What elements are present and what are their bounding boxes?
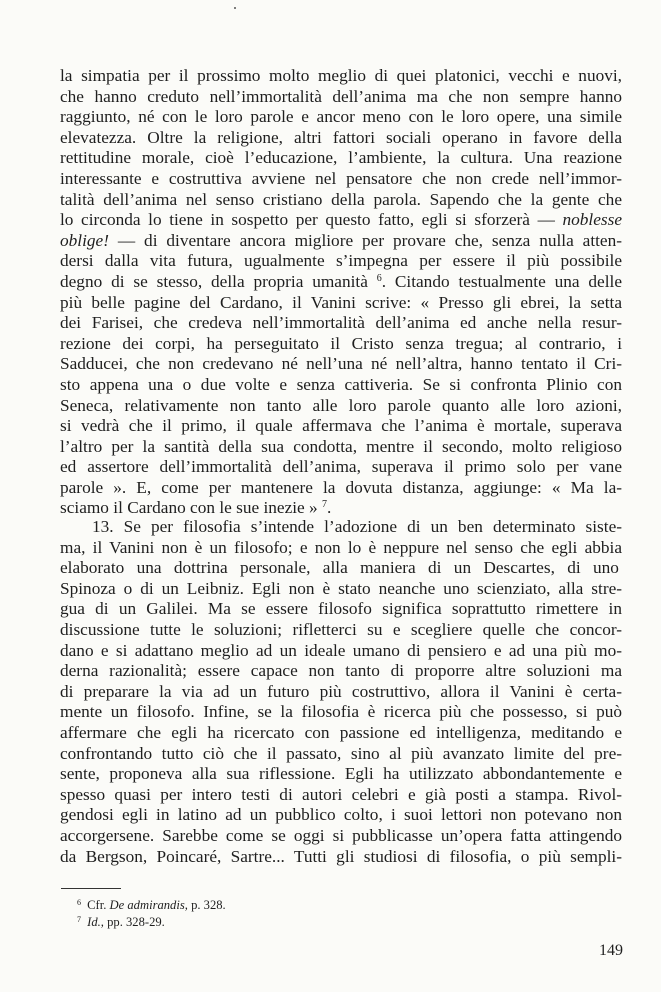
paragraph-2 — [60, 517, 622, 867]
text-line: spesso quasi per intero testi di autori celebri e già posti a stampa. Rivol- — [60, 784, 622, 804]
text-line: Spinoza o di un Leibniz. Egli non è stato neanche uno scienziato, alla stre- — [60, 578, 622, 598]
text-line: degno di se stesso, della propria umanità $^6$. Citando testualmente una delle — [60, 271, 622, 291]
text-line: che hanno creduto nell’immortalità dell’anima ma che non sempre hanno — [60, 86, 622, 106]
text-line: lo circonda lo tiene in sospetto per questo fatto, egli si sforzerà — noblesse — [60, 210, 622, 230]
text-line: dei Farisei, che credeva nell’immortalità dell’anima ed anche nella resur- — [60, 313, 622, 333]
text-line: la simpatia per il prossimo molto meglio di quei platonici, vecchi e nuovi, — [60, 66, 622, 85]
text-line: affermare che egli ha ricercato con passione ed intelligenza, meditando e — [60, 722, 622, 742]
text-line: mente un filosofo. Infine, se la filosofia è ricerca più che possesso, si può — [60, 702, 622, 722]
text-line: rezione dei corpi, ha perseguitato il Cristo senza tregua; al contrario, i — [60, 333, 622, 353]
footnote-7: $^7$ Id., pp. 328-29. — [77, 915, 165, 929]
text-line: dano e si adattano meglio ad un ideale umano di pensiero e ad una più mo- — [60, 640, 622, 660]
text-line: interessante e costruttiva avviene nel pensatore che non crede nell’immor- — [60, 168, 622, 188]
text-line: oblige! — di diventare ancora migliore per provare che, senza nulla atten- — [60, 230, 622, 250]
text-line: talità dell’anima nel senso cristiano della parola. Sapendo che la gente che — [60, 189, 622, 209]
footnote-6: $^6$ Cfr. De admirandis, p. 328. — [77, 898, 226, 912]
paragraph-1 — [60, 66, 622, 519]
text-line: Seneca, relativamente non tanto alle loro parole quanto alle loro azioni, — [60, 395, 622, 415]
footnote-divider — [61, 888, 121, 889]
text-line: parole ». E, come per mantenere la dovuta distanza, aggiunge: « Ma la- — [60, 477, 622, 497]
text-line: di preparare la via ad un futuro più costruttivo, allora il Vanini è certa- — [60, 681, 622, 701]
text-line: da Bergson, Poincaré, Sartre... Tutti gli studiosi di filosofia, o più sempli- — [60, 846, 622, 866]
text-line: ma, il Vanini non è un filosofo; e non lo è neppure nel senso che egli abbia — [60, 537, 622, 557]
text-line: dersi dalla vita futura, ugualmente s’impegna per essere il più possibile — [60, 251, 622, 271]
text-line: derna razionalità; essere capace non tanto di proporre altre soluzioni ma — [60, 661, 622, 681]
text-line: raggiunto, né con le loro parole e ancor meno con le loro opere, una simile — [60, 107, 622, 127]
text-line: sto appena una o due volte e senza cattiveria. Se si confronta Plinio con — [60, 374, 622, 394]
text-line: confrontando tutto ciò che il passato, sino al più avanzato limite del pre- — [60, 743, 622, 763]
text-line: gua di un Galilei. Ma se essere filosofo significa soprattutto rimettere in — [60, 599, 622, 619]
text-line: sciamo il Cardano con le sue inezie » $^7$. — [60, 498, 332, 518]
text-line: gendosi egli in latino ad un pubblico colto, i suoi lettori non potevano non — [60, 805, 622, 825]
page-number: 149 — [599, 942, 623, 959]
footnotes — [77, 897, 226, 931]
text-line: si vedrà che il primo, il quale affermava che l’anima è mortale, superava — [60, 416, 622, 436]
text-line: elaborato una dottrina personale, alla maniera di un Descartes, di uno — [60, 558, 619, 578]
print-speck — [234, 7, 236, 9]
text-line: discussione tutte le soluzioni; rifletterci su e scegliere quelle che concor- — [60, 619, 622, 639]
text-line: più belle pagine del Cardano, il Vanini scrive: « Presso gli ebrei, la setta — [60, 292, 622, 312]
text-line: accorgersene. Sarebbe come se oggi si pubblicasse un’opera fatta attingendo — [60, 825, 622, 845]
text-line: elevatezza. Oltre la religione, altri fattori sociali operano in favore della — [60, 127, 622, 147]
text-line: 13. Se per filosofia s’intende l’adozione di un ben determinato siste- — [92, 517, 622, 536]
text-line: Sadducei, che non credevano né nell’una né nell’altra, hanno tentato il Cri- — [60, 354, 622, 374]
text-line: sente, proponeva alla sua riflessione. Egli ha utilizzato abbondantemente e — [60, 764, 622, 784]
text-line: rettitudine morale, cioè l’educazione, l’ambiente, la cultura. Una reazione — [60, 148, 622, 168]
text-line: ed assertore dell’immortalità dell’anima, superava il primo solo per vane — [60, 457, 622, 477]
text-line: l’altro per la santità della sua condotta, mentre il secondo, molto religioso — [60, 436, 622, 456]
